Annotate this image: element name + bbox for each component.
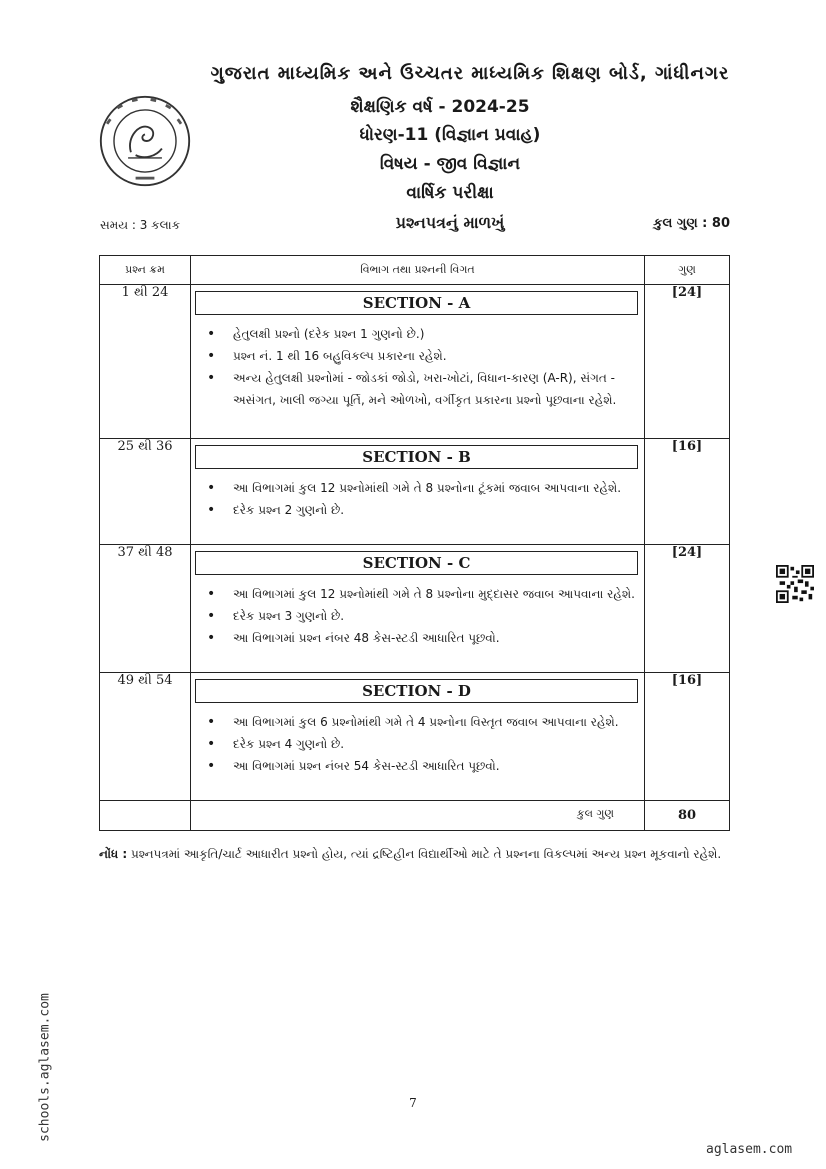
list-item: • પ્રશ્ન નં. 1 થી 16 બહુવિકલ્પ પ્રકારના રહેશે. — [201, 345, 636, 367]
list-item: • આ વિભાગમાં કુલ 12 પ્રશ્નોમાંથી ગમે તે 8 પ્રશ્નોના ટૂંકમાં જવાબ આપવાના રહેશે. — [201, 477, 636, 499]
blueprint-title: પ્રશ્નપત્રનું માળખું — [395, 213, 505, 232]
side-watermark: schools.aglasem.com — [37, 993, 53, 1142]
section-title: SECTION - C — [195, 551, 638, 575]
table-row — [100, 439, 730, 545]
board-seal-icon — [98, 94, 192, 188]
question-range: 49 થી 54 — [100, 673, 191, 801]
question-range: 25 થી 36 — [100, 439, 191, 545]
list-item: • દરેક પ્રશ્ન 4 ગુણનો છે. — [201, 733, 636, 755]
section-title: SECTION - B — [195, 445, 638, 469]
header-marks: ગુણ — [645, 256, 730, 285]
exam-line: વાર્ષિક પરીક્ષા — [406, 183, 494, 203]
list-item: • હેતુલક્ષી પ્રશ્નો (દરેક પ્રશ્ન 1 ગુણનો છે.) — [201, 323, 636, 345]
list-item: • આ વિભાગમાં કુલ 6 પ્રશ્નોમાંથી ગમે તે 4 પ્રશ્નોના વિસ્તૃત જવાબ આપવાના રહેશે. — [201, 711, 636, 733]
table-row — [100, 545, 730, 673]
question-range: 1 થી 24 — [100, 285, 191, 439]
footer-watermark: aglasem.com — [706, 1142, 793, 1157]
section-title: SECTION - D — [195, 679, 638, 703]
footnote — [99, 844, 739, 865]
section-marks: [16] — [645, 673, 730, 801]
section-marks: [16] — [645, 439, 730, 545]
time-duration: સમય : 3 કલાક — [100, 218, 181, 232]
list-item: • આ વિભાગમાં પ્રશ્ન નંબર 54 કેસ-સ્ટડી આધારિત પૂછવો. — [201, 755, 636, 777]
section-marks: [24] — [645, 285, 730, 439]
section-cell — [191, 545, 645, 673]
table-row — [100, 673, 730, 801]
subject-line: વિષય - જીવ વિજ્ઞાન — [379, 154, 521, 174]
board-title: ગુજરાત માધ્યમિક અને ઉચ્ચતર માધ્યમિક શિક્ષણ બોર્ડ, ગાંધીનગર — [210, 63, 730, 84]
note-text: પ્રશ્નપત્રમાં આકૃતિ/ચાર્ટ આધારીત પ્રશ્નો હોય, ત્યાં દ્રષ્ટિહીન વિદ્યાર્થીઓ માટે તે પ્રશ્નના વિકલ્પમાં અન્ય પ્રશ્ન મૂકવાનો રહેશે. — [130, 847, 722, 861]
total-label: કુલ ગુણ — [191, 801, 645, 831]
section-cell — [191, 439, 645, 545]
total-marks-header: કુલ ગુણ : 80 — [653, 216, 730, 231]
question-range: 37 થી 48 — [100, 545, 191, 673]
total-value: 80 — [645, 801, 730, 831]
section-marks: [24] — [645, 545, 730, 673]
note-label: નોંધ : — [99, 847, 128, 861]
total-empty-cell — [100, 801, 191, 831]
list-item: • દરેક પ્રશ્ન 3 ગુણનો છે. — [201, 605, 636, 627]
qr-code-icon — [776, 565, 814, 603]
header-details: વિભાગ તથા પ્રશ્નની વિગત — [191, 256, 645, 285]
section-title: SECTION - A — [195, 291, 638, 315]
table-header-row — [100, 256, 730, 285]
total-row — [100, 801, 730, 831]
standard-line: ધોરણ-11 (વિજ્ઞાન પ્રવાહ) — [359, 125, 541, 145]
list-item: • આ વિભાગમાં પ્રશ્ન નંબર 48 કેસ-સ્ટડી આધારિત પૂછવો. — [201, 627, 636, 649]
header-question-no: પ્રશ્ન ક્રમ — [100, 256, 191, 285]
table-row — [100, 285, 730, 439]
section-cell — [191, 673, 645, 801]
page-number: 7 — [409, 1096, 417, 1110]
list-item: • અન્ય હેતુલક્ષી પ્રશ્નોમાં - જોડકાં જોડો, ખરા-ખોટાં, વિધાન-કારણ (A-R), સંગત - અસંગત, ખાલી જગ્યા પૂર્તિ, મને ઓળખો, વર્ગીકૃત પ્રકારના પ્રશ્નો પૂછવાના રહેશે. — [201, 367, 636, 411]
list-item: • આ વિભાગમાં કુલ 12 પ્રશ્નોમાંથી ગમે તે 8 પ્રશ્નોના મુદ્દાસર જવાબ આપવાના રહેશે. — [201, 583, 636, 605]
section-cell — [191, 285, 645, 439]
paper-structure-table — [99, 255, 730, 831]
academic-year: શૈક્ષણિક વર્ષ - 2024-25 — [350, 97, 530, 117]
list-item: • દરેક પ્રશ્ન 2 ગુણનો છે. — [201, 499, 636, 521]
